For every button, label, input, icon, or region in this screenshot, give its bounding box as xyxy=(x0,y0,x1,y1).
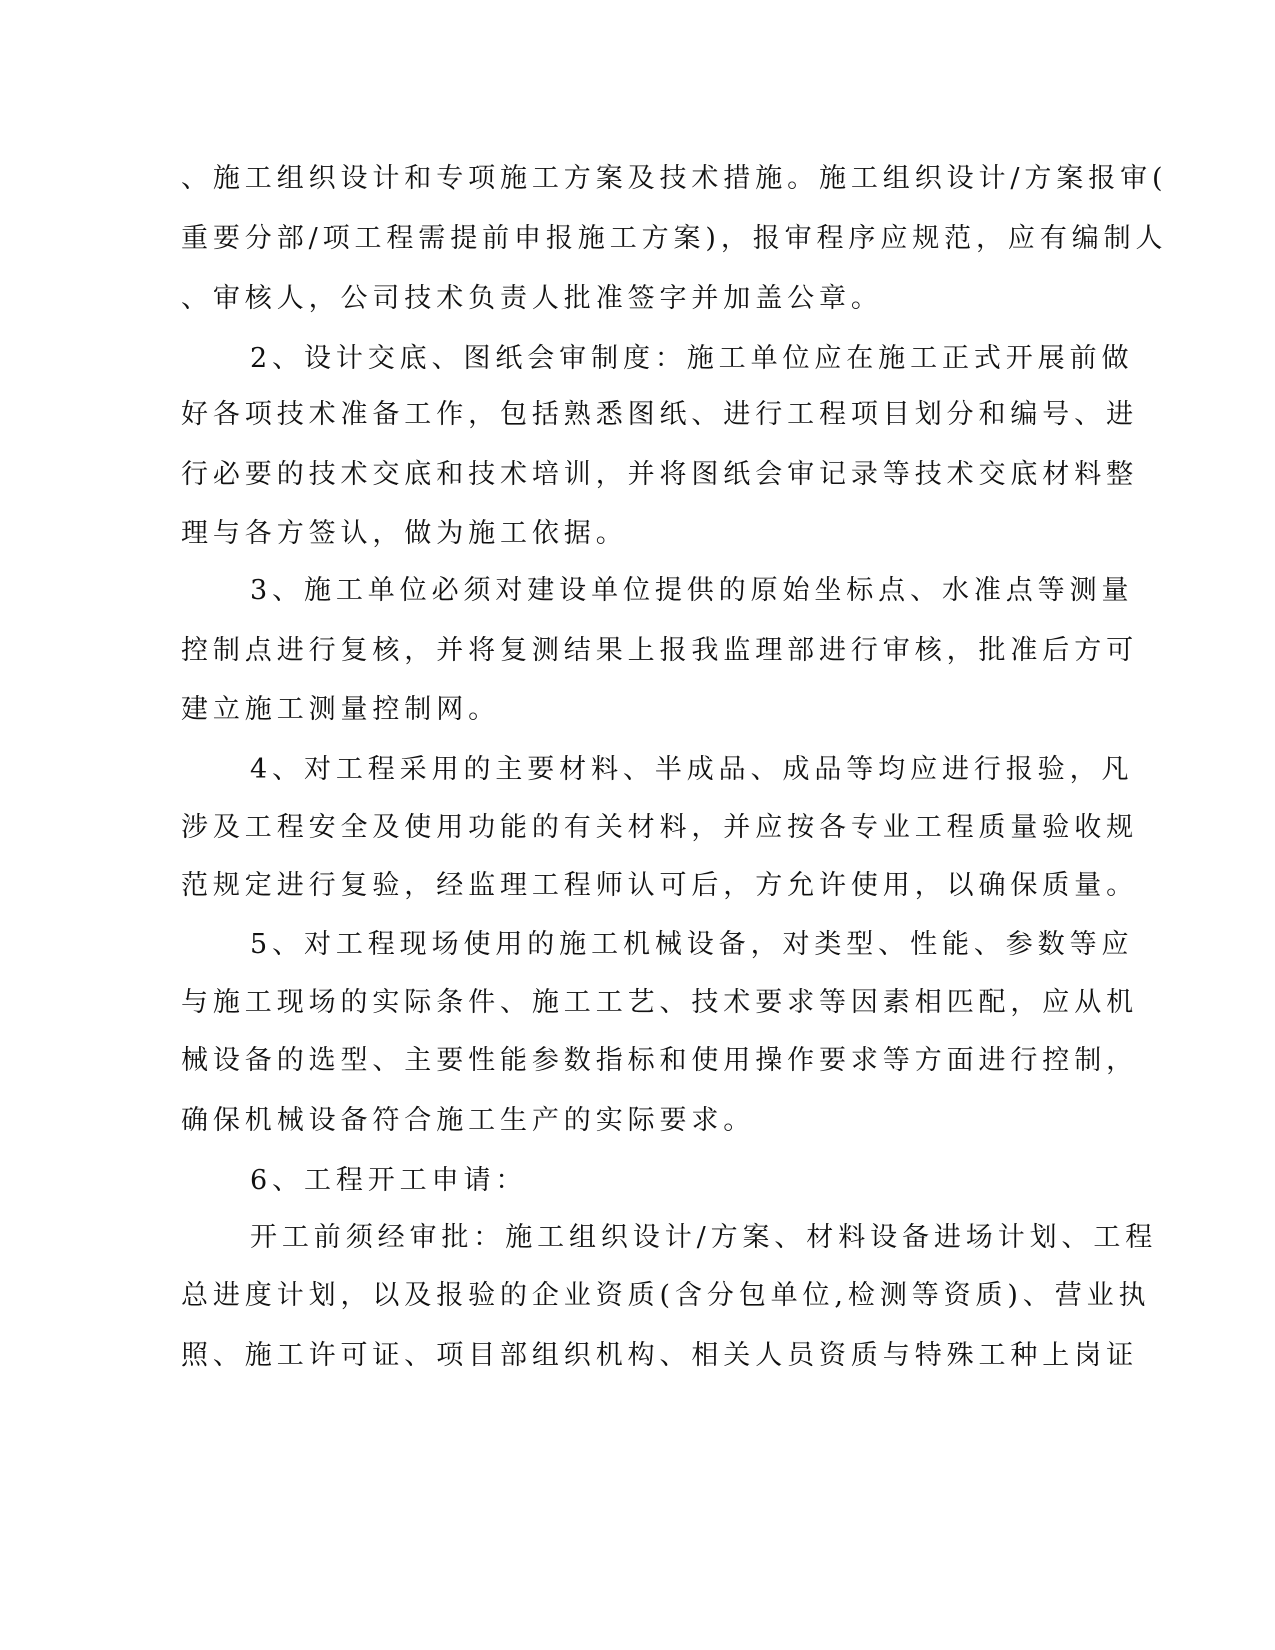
body-line: 3、施工单位必须对建设单位提供的原始坐标点、水准点等测量 xyxy=(250,575,1134,606)
body-line: 理与各方签认，做为施工依据。 xyxy=(181,518,628,549)
body-line: 涉及工程安全及使用功能的有关材料，并应按各专业工程质量验收规 xyxy=(181,812,1138,843)
body-line: 6、工程开工申请： xyxy=(250,1165,528,1196)
body-line: 2、设计交底、图纸会审制度：施工单位应在施工正式开展前做 xyxy=(250,343,1134,374)
body-line: 、审核人，公司技术负责人批准签字并加盖公章。 xyxy=(181,283,883,314)
body-line: 确保机械设备符合施工生产的实际要求。 xyxy=(181,1105,756,1136)
body-line: 5、对工程现场使用的施工机械设备，对类型、性能、参数等应 xyxy=(250,929,1134,960)
body-line: 照、施工许可证、项目部组织机构、相关人员资质与特殊工种上岗证 xyxy=(181,1340,1138,1371)
body-line: 、施工组织设计和专项施工方案及技术措施。施工组织设计/方案报审( xyxy=(181,163,1168,194)
body-line: 总进度计划，以及报验的企业资质(含分包单位,检测等资质)、营业执 xyxy=(181,1280,1151,1311)
body-line: 好各项技术准备工作，包括熟悉图纸、进行工程项目划分和编号、进 xyxy=(181,399,1138,430)
body-line: 械设备的选型、主要性能参数指标和使用操作要求等方面进行控制， xyxy=(181,1045,1138,1076)
body-line: 控制点进行复核，并将复测结果上报我监理部进行审核，批准后方可 xyxy=(181,635,1138,666)
body-line: 开工前须经审批：施工组织设计/方案、材料设备进场计划、工程 xyxy=(250,1222,1158,1253)
body-line: 行必要的技术交底和技术培训，并将图纸会审记录等技术交底材料整 xyxy=(181,459,1138,490)
body-line: 重要分部/项工程需提前申报施工方案)，报审程序应规范，应有编制人 xyxy=(181,223,1168,254)
body-line: 范规定进行复验，经监理工程师认可后，方允许使用，以确保质量。 xyxy=(181,870,1138,901)
body-line: 4、对工程采用的主要材料、半成品、成品等均应进行报验，凡 xyxy=(250,754,1134,785)
body-line: 建立施工测量控制网。 xyxy=(181,694,500,725)
body-line: 与施工现场的实际条件、施工工艺、技术要求等因素相匹配，应从机 xyxy=(181,987,1138,1018)
